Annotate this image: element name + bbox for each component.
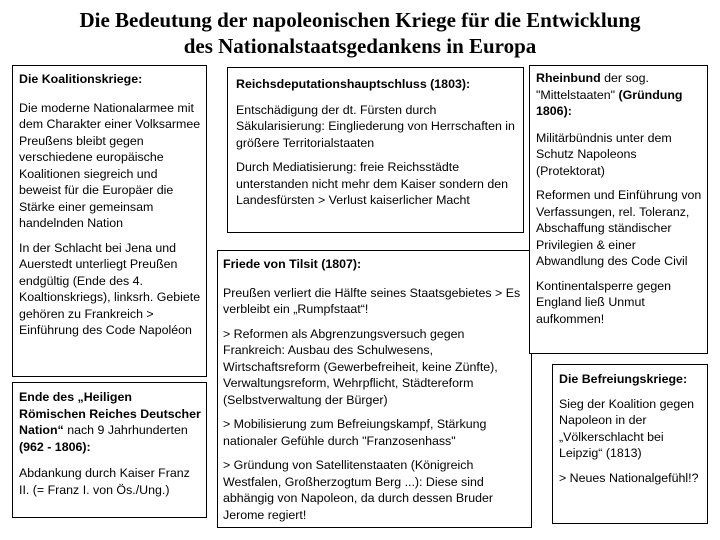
rheinbund-para-2: Reformen und Einführung von Verfassungen, rel. Toleranz, Abschaffung ständischer Privilegien & einer Abwandlung des Code Civil <box>536 188 702 268</box>
page-title <box>0 7 720 59</box>
ende-reich-heading-bold: Ende des „Heiligen Römischen Reiches Deutscher Nation“ <box>19 390 201 437</box>
box-befreiungskriege <box>552 364 708 524</box>
reichsdeputation-para-2: Durch Mediatisierung: freie Reichsstädte unterstanden nicht mehr dem Kaiser sondern den Landesfürsten > Verlust kaiserlicher Macht <box>236 160 509 207</box>
tilsit-para-3: > Mobilisierung zum Befreiungskampf, Stärkung nationaler Gefühle durch "Franzosenhass" <box>223 417 487 448</box>
ende-reich-heading-normal: nach 9 Jahrhunderten <box>63 423 188 437</box>
koalitionskriege-para-2: In der Schlacht bei Jena und Auerstedt unterliegt Preußen endgültig (Ende des 4. Koaltionskriegs), linksrh. Gebiete gehören zu Frankreich > Einführung des Code Napoléon <box>19 240 201 337</box>
ende-reich-para: Abdankung durch Kaiser Franz II. (= Franz I. von Ös./Ung.) <box>19 466 190 497</box>
rheinbund-heading <box>536 70 705 120</box>
box-ende-reich <box>12 382 207 518</box>
befreiungskriege-para-1: Sieg der Koalition gegen Napoleon in der „Völkerschlacht bei Leipzig“ (1813) <box>559 396 695 460</box>
box-tilsit <box>217 250 532 528</box>
tilsit-heading: Friede von Tilsit (1807): <box>223 257 362 271</box>
ende-reich-heading <box>19 389 202 455</box>
rheinbund-heading-bold: Rheinbund <box>536 71 601 85</box>
rheinbund-heading-normal: der sog. "Mittelstaaten" <box>536 71 649 102</box>
befreiungskriege-para-2: > Neues Nationalgefühl!? <box>559 470 699 485</box>
reichsdeputation-para-1: Entschädigung der dt. Fürsten durch Säkularisierung: Eingliederung von Herrschaften in größere Territorialstaaten <box>236 102 515 150</box>
befreiungskriege-heading: Die Befreiungskriege: <box>559 372 688 386</box>
reichsdeputation-heading: Reichsdeputationshauptschluss (1803): <box>236 77 471 91</box>
rheinbund-heading-dates: (Gründung 1806): <box>536 87 683 118</box>
tilsit-para-2: > Reformen als Abgrenzungsversuch gegen Frankreich: Ausbau des Schulwesens, Wirtschaftsreform (Gewerbefreiheit, keine Zünfte), Verwaltungsreform, Wehrpflicht, Städtereform (Selbstverwaltung der Bürger) <box>223 326 498 407</box>
koalitionskriege-heading: Die Koalitionskriege: <box>19 72 143 86</box>
title-line-2: des Nationalstaatsgedankens in Europa <box>183 34 537 58</box>
ende-reich-heading-dates: (962 - 1806): <box>19 439 91 454</box>
box-rheinbund <box>529 65 708 354</box>
box-koalitionskriege <box>12 65 207 377</box>
rheinbund-para-1: Militärbündnis unter dem Schutz Napoleons (Protektorat) <box>536 130 672 178</box>
box-reichsdeputation <box>227 67 524 233</box>
title-line-1: Die Bedeutung der napoleonischen Kriege für die Entwicklung <box>79 8 641 32</box>
tilsit-para-1: Preußen verliert die Hälfte seines Staatsgebietes > Es verbleibt ein „Rumpfstaat“! <box>223 285 521 316</box>
tilsit-para-4: > Gründung von Satellitenstaaten (Königreich Westfalen, Großherzogtum Berg ...): Diese sind abhängig von Napoleon, da durch dessen Bruder Jerome regiert! <box>223 458 494 522</box>
koalitionskriege-para-1: Die moderne Nationalarmee mit dem Charakter einer Volksarmee Preußens bleibt gegen verschiedene europäische Koalitionen siegreich und beweist für die Europäer die Stärke einer gemeinsam handelnden Nation <box>19 100 201 230</box>
rheinbund-para-3: Kontinentalsperre gegen England ließ Unmut aufkommen! <box>536 278 672 326</box>
